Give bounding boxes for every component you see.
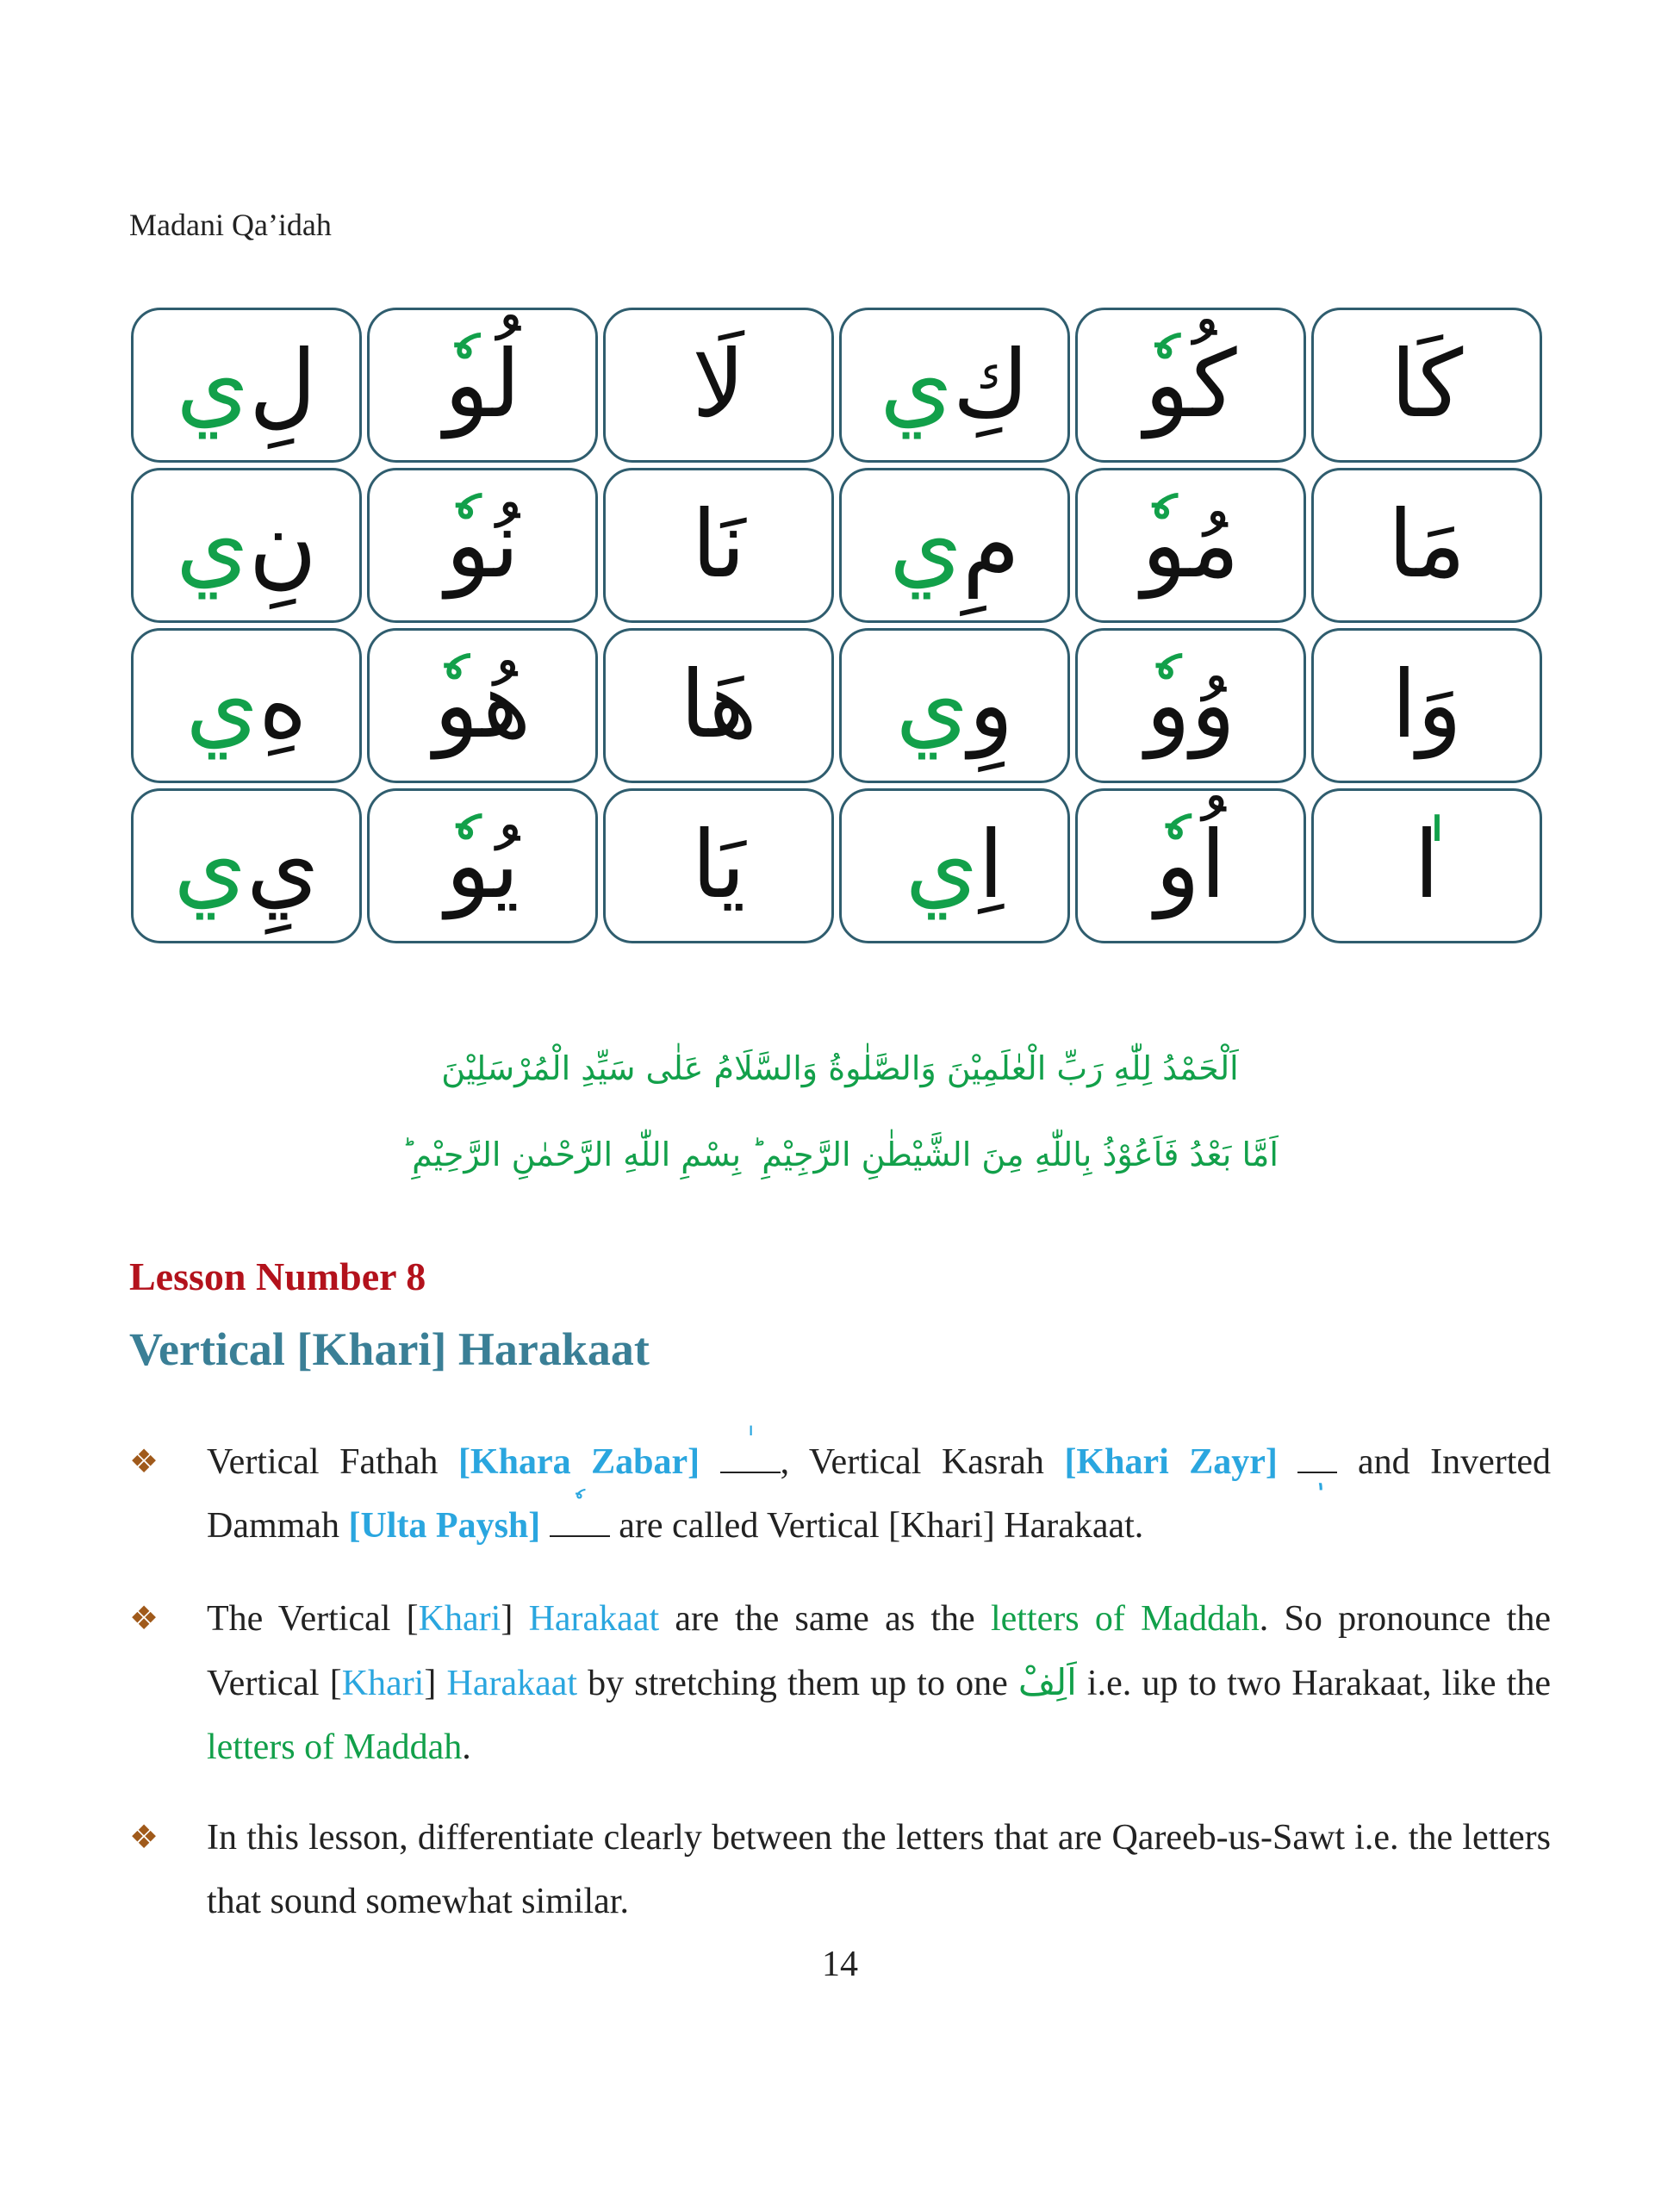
letter-text: ا (1414, 812, 1440, 919)
letter-text: يِ (246, 812, 320, 919)
letter-mark: ي (895, 651, 969, 759)
text-run: by stretching them up to one (577, 1664, 1018, 1703)
letter-cell (839, 468, 1070, 623)
letter-text: كِ (952, 331, 1030, 439)
bullet-icon: ❖ (129, 1601, 159, 1637)
letter-text: مَا (1387, 491, 1466, 599)
page-number: 14 (822, 1945, 858, 1984)
text-run: The Vertical [ (207, 1599, 419, 1639)
bullet-text: In this lesson, differentiate clearly between the letters that are Qareeb-us-Sawt i.e. the letters that sound somewhat similar. (207, 1818, 1551, 1921)
letter-cell (839, 788, 1070, 943)
letter-text: لُو (444, 331, 521, 439)
text-run: . So pronounce the Vertical [ (207, 1599, 1551, 1703)
letter-text: يُو (445, 812, 520, 919)
text-run: ] (501, 1599, 529, 1639)
letter-mark: ي (173, 812, 246, 919)
letter-cell (367, 308, 598, 463)
letter-text: يَا (691, 812, 746, 919)
highlight-term: Harakaat (446, 1664, 578, 1703)
letter-cell (839, 308, 1070, 463)
letter-grid (131, 308, 1542, 943)
letter-text: اِ (978, 812, 1005, 919)
harakah-sample (1297, 1444, 1337, 1473)
letter-text: لِ (249, 331, 317, 439)
letter-cell (367, 788, 598, 943)
lesson-title: Vertical [Khari] Harakaat (129, 1323, 650, 1375)
letter-cell (367, 628, 598, 783)
highlight-term: Khari (341, 1664, 425, 1703)
letter-cell (1311, 468, 1542, 623)
letter-cell (603, 788, 834, 943)
harakah-sample (550, 1508, 610, 1537)
letter-text: وَا (1391, 651, 1463, 759)
text-run: i.e. up to two Harakaat, like the (1076, 1664, 1551, 1703)
bullet-1 (129, 1430, 1551, 1558)
dua-line-1: اَلْحَمْدُ لِلّٰهِ رَبِّ الْعٰلَمِيْنَ وَالصَّلٰوةُ وَالسَّلَامُ عَلٰى سَيِّدِ الْمُرْسَلِيْنَ (441, 1049, 1239, 1087)
letter-text: مِ (961, 491, 1020, 599)
letter-mark: ي (185, 651, 258, 759)
bullet-icon: ❖ (129, 1444, 159, 1480)
letter-mark: ي (905, 812, 979, 919)
letter-cell (131, 308, 362, 463)
highlight-term: [Ulta Paysh] (348, 1506, 541, 1546)
letter-text: كُو (1144, 331, 1237, 439)
letter-mark: ي (176, 491, 249, 599)
bullet-2 (129, 1587, 1551, 1779)
letter-text: هِ (258, 651, 308, 759)
highlight-term: letters of Maddah (990, 1599, 1260, 1639)
letter-cell (1311, 628, 1542, 783)
letter-cell (603, 628, 834, 783)
letter-text: وِ (968, 651, 1014, 759)
bullet-icon: ❖ (129, 1820, 159, 1856)
letter-text: كَا (1390, 331, 1464, 439)
text-run: ] (424, 1664, 447, 1703)
letter-text: مُو (1142, 491, 1240, 599)
letter-cell (131, 788, 362, 943)
text-run: are called Vertical [Khari] Harakaat. (609, 1506, 1144, 1546)
letter-mark: ي (880, 331, 953, 439)
dua-line-2: اَمَّا بَعْدُ فَاَعُوْذُ بِاللّٰهِ مِنَ الشَّيْطٰنِ الرَّجِيْمِ ؕ بِسْمِ اللّٰهِ الرَّحْمٰنِ الرَّحِيْمِ ؕ (401, 1136, 1279, 1173)
highlight-term: [Khara Zabar] (457, 1442, 700, 1482)
text-run: are the same as the (659, 1599, 991, 1639)
letter-text: نُو (445, 491, 520, 599)
letter-cell (1075, 628, 1306, 783)
letter-cell (367, 468, 598, 623)
letter-text: هُو (433, 651, 532, 759)
text-run: Vertical Fathah (207, 1442, 458, 1482)
letter-mark: ي (176, 331, 250, 439)
letter-mark: ي (889, 491, 962, 599)
letter-text: هَا (680, 651, 757, 759)
letter-cell (1075, 308, 1306, 463)
highlight-term: Khari (418, 1599, 501, 1639)
letter-cell (1311, 788, 1542, 943)
highlight-term: Harakaat (528, 1599, 660, 1639)
letter-text: لَا (692, 331, 745, 439)
running-header: Madani Qa’idah (129, 208, 332, 242)
letter-cell (131, 628, 362, 783)
letter-text: اُو (1154, 812, 1227, 919)
bullet-text (207, 1587, 1551, 1779)
letter-text: وُو (1145, 651, 1236, 759)
letter-cell (131, 468, 362, 623)
arabic-word: اَلِفْ (1017, 1661, 1077, 1703)
letter-cell (1075, 788, 1306, 943)
text-run: and Inverted Dammah (207, 1442, 1552, 1546)
harakah-sample (720, 1444, 781, 1473)
bullet-3 (129, 1806, 1551, 1933)
text-run: , Vertical Kasrah (780, 1442, 1065, 1482)
highlight-term: [Khari Zayr] (1064, 1442, 1278, 1482)
letter-text: نَا (691, 491, 746, 599)
highlight-term: letters of Maddah (207, 1727, 463, 1767)
letter-cell (839, 628, 1070, 783)
letter-text: نِ (248, 491, 317, 599)
lesson-number: Lesson Number 8 (129, 1254, 426, 1298)
letter-cell (1075, 468, 1306, 623)
letter-cell (603, 308, 834, 463)
bullet-text (207, 1430, 1551, 1558)
letter-cell (603, 468, 834, 623)
letter-cell (1311, 308, 1542, 463)
text-run: . (462, 1727, 471, 1767)
